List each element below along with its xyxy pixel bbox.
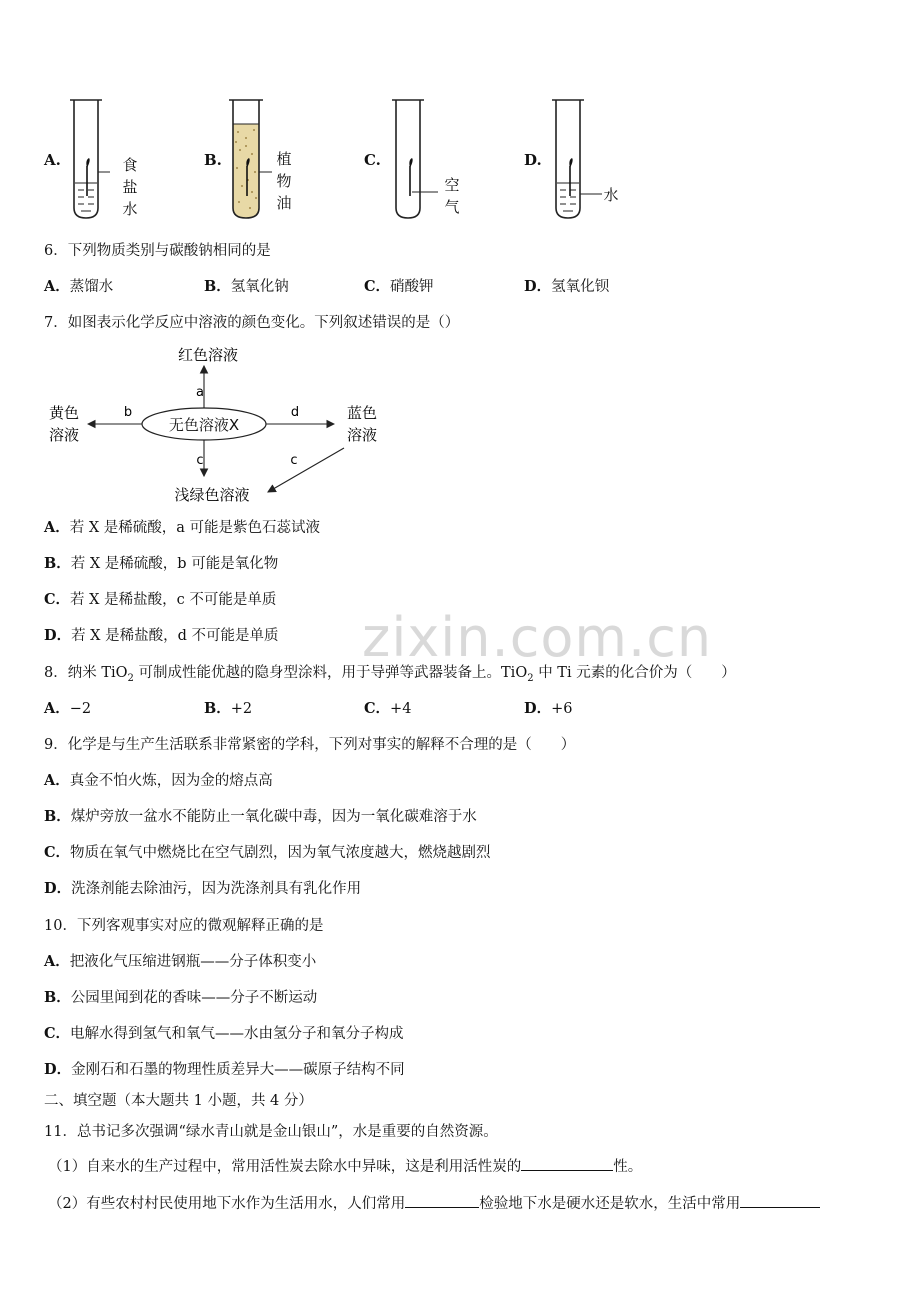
q11-blank-1[interactable] <box>521 1156 613 1171</box>
q6-option-c: C．硝酸钾 <box>364 278 434 295</box>
tube-label-c: C. <box>364 151 381 169</box>
color-change-diagram <box>40 340 400 510</box>
q6-stem: 6．下列物质类别与碳酸钠相同的是 <box>44 243 271 259</box>
tube-label-b: B. <box>204 151 222 169</box>
right-label-2: 溶液 <box>346 426 378 444</box>
q9-option-b: B．煤炉旁放一盆水不能防止一氧化碳中毒，因为一氧化碳难溶于水 <box>44 808 477 825</box>
top-label: 红色溶液 <box>177 346 239 364</box>
q6-option-b: B．氢氧化钠 <box>204 278 289 295</box>
arrow-c-label: c <box>196 453 204 468</box>
left-label-2: 溶液 <box>48 426 80 444</box>
q11-part-2: （2）有些农村村民使用地下水作为生活用水，人们常用 检验地下水是硬水还是软水，生活中常用 <box>48 1193 820 1214</box>
q8-option-d: D．+6 <box>524 700 573 717</box>
test-tube-d <box>552 98 602 222</box>
arrow-a-label: a <box>196 385 204 400</box>
q10-option-a: A．把液化气压缩进钢瓶——分子体积变小 <box>44 953 317 970</box>
q10-option-b: B．公园里闻到花的香味——分子不断运动 <box>44 989 318 1006</box>
q8-option-b: B．+2 <box>204 700 253 717</box>
q11-stem: 11．总书记多次强调“绿水青山就是金山银山”，水是重要的自然资源。 <box>44 1124 498 1140</box>
tube-a-text: 食 盐 水 <box>122 156 138 218</box>
q10-option-d: D．金刚石和石墨的物理性质差异大——碳原子结构不同 <box>44 1061 405 1078</box>
q10-option-c: C．电解水得到氢气和氧气——水由氢分子和氧分子构成 <box>44 1025 404 1042</box>
q9-option-c: C．物质在氧气中燃烧比在空气剧烈，因为氧气浓度越大，燃烧越剧烈 <box>44 844 491 861</box>
q8-option-a: A．−2 <box>44 700 92 717</box>
q6-option-a: A．蒸馏水 <box>44 278 114 295</box>
arrow-d-label: d <box>290 405 300 420</box>
center-label: 无色溶液X <box>168 416 240 434</box>
test-tube-b <box>228 98 272 222</box>
q8-stem: 8．纳米 TiO$_2$ 可制成性能优越的隐身型涂料，用于导弹等武器装备上。TiO$_2$ 中 Ti 元素的化合价为（ ） <box>44 665 736 684</box>
tube-label-a: A. <box>44 151 61 169</box>
tube-label-d: D. <box>524 151 542 169</box>
q7-option-b: B．若 X 是稀硫酸，b 可能是氧化物 <box>44 555 279 572</box>
section-2-heading: 二、填空题（本大题共 1 小题，共 4 分） <box>44 1093 313 1109</box>
watermark: zixin.com.cn <box>362 606 713 669</box>
right-label-1: 蓝色 <box>346 404 378 422</box>
q11-part-1: （1）自来水的生产过程中，常用活性炭去除水中异味，这是利用活性炭的 性。 <box>48 1156 642 1177</box>
q9-stem: 9．化学是与生产生活联系非常紧密的学科，下列对事实的解释不合理的是（ ） <box>44 737 576 753</box>
left-label-1: 黄色 <box>48 404 80 422</box>
arrow-c2-label: c <box>290 453 298 468</box>
arrow-b-label: b <box>123 405 133 420</box>
test-tube-c <box>392 98 438 222</box>
q8-option-c: C．+4 <box>364 700 412 717</box>
bottom-label: 浅绿色溶液 <box>174 486 250 504</box>
q6-option-d: D．氢氧化钡 <box>524 278 610 295</box>
q11-blank-2[interactable] <box>405 1193 479 1208</box>
q7-stem: 7．如图表示化学反应中溶液的颜色变化。下列叙述错误的是（） <box>44 315 460 331</box>
q7-option-c: C．若 X 是稀盐酸，c 不可能是单质 <box>44 591 277 608</box>
tube-c-text: 空 气 <box>444 176 460 216</box>
tube-d-text: 水 <box>603 186 619 204</box>
q9-option-a: A．真金不怕火炼，因为金的熔点高 <box>44 772 273 789</box>
q9-option-d: D．洗涤剂能去除油污，因为洗涤剂具有乳化作用 <box>44 880 362 897</box>
q7-option-a: A．若 X 是稀硫酸，a 可能是紫色石蕊试液 <box>44 519 321 536</box>
q10-stem: 10．下列客观事实对应的微观解释正确的是 <box>44 918 324 934</box>
tube-b-text: 植 物 油 <box>276 150 292 212</box>
arrow-c2 <box>268 448 344 492</box>
q7-option-d: D．若 X 是稀盐酸，d 不可能是单质 <box>44 627 279 644</box>
test-tube-a <box>70 98 110 222</box>
q11-blank-3[interactable] <box>740 1193 820 1208</box>
